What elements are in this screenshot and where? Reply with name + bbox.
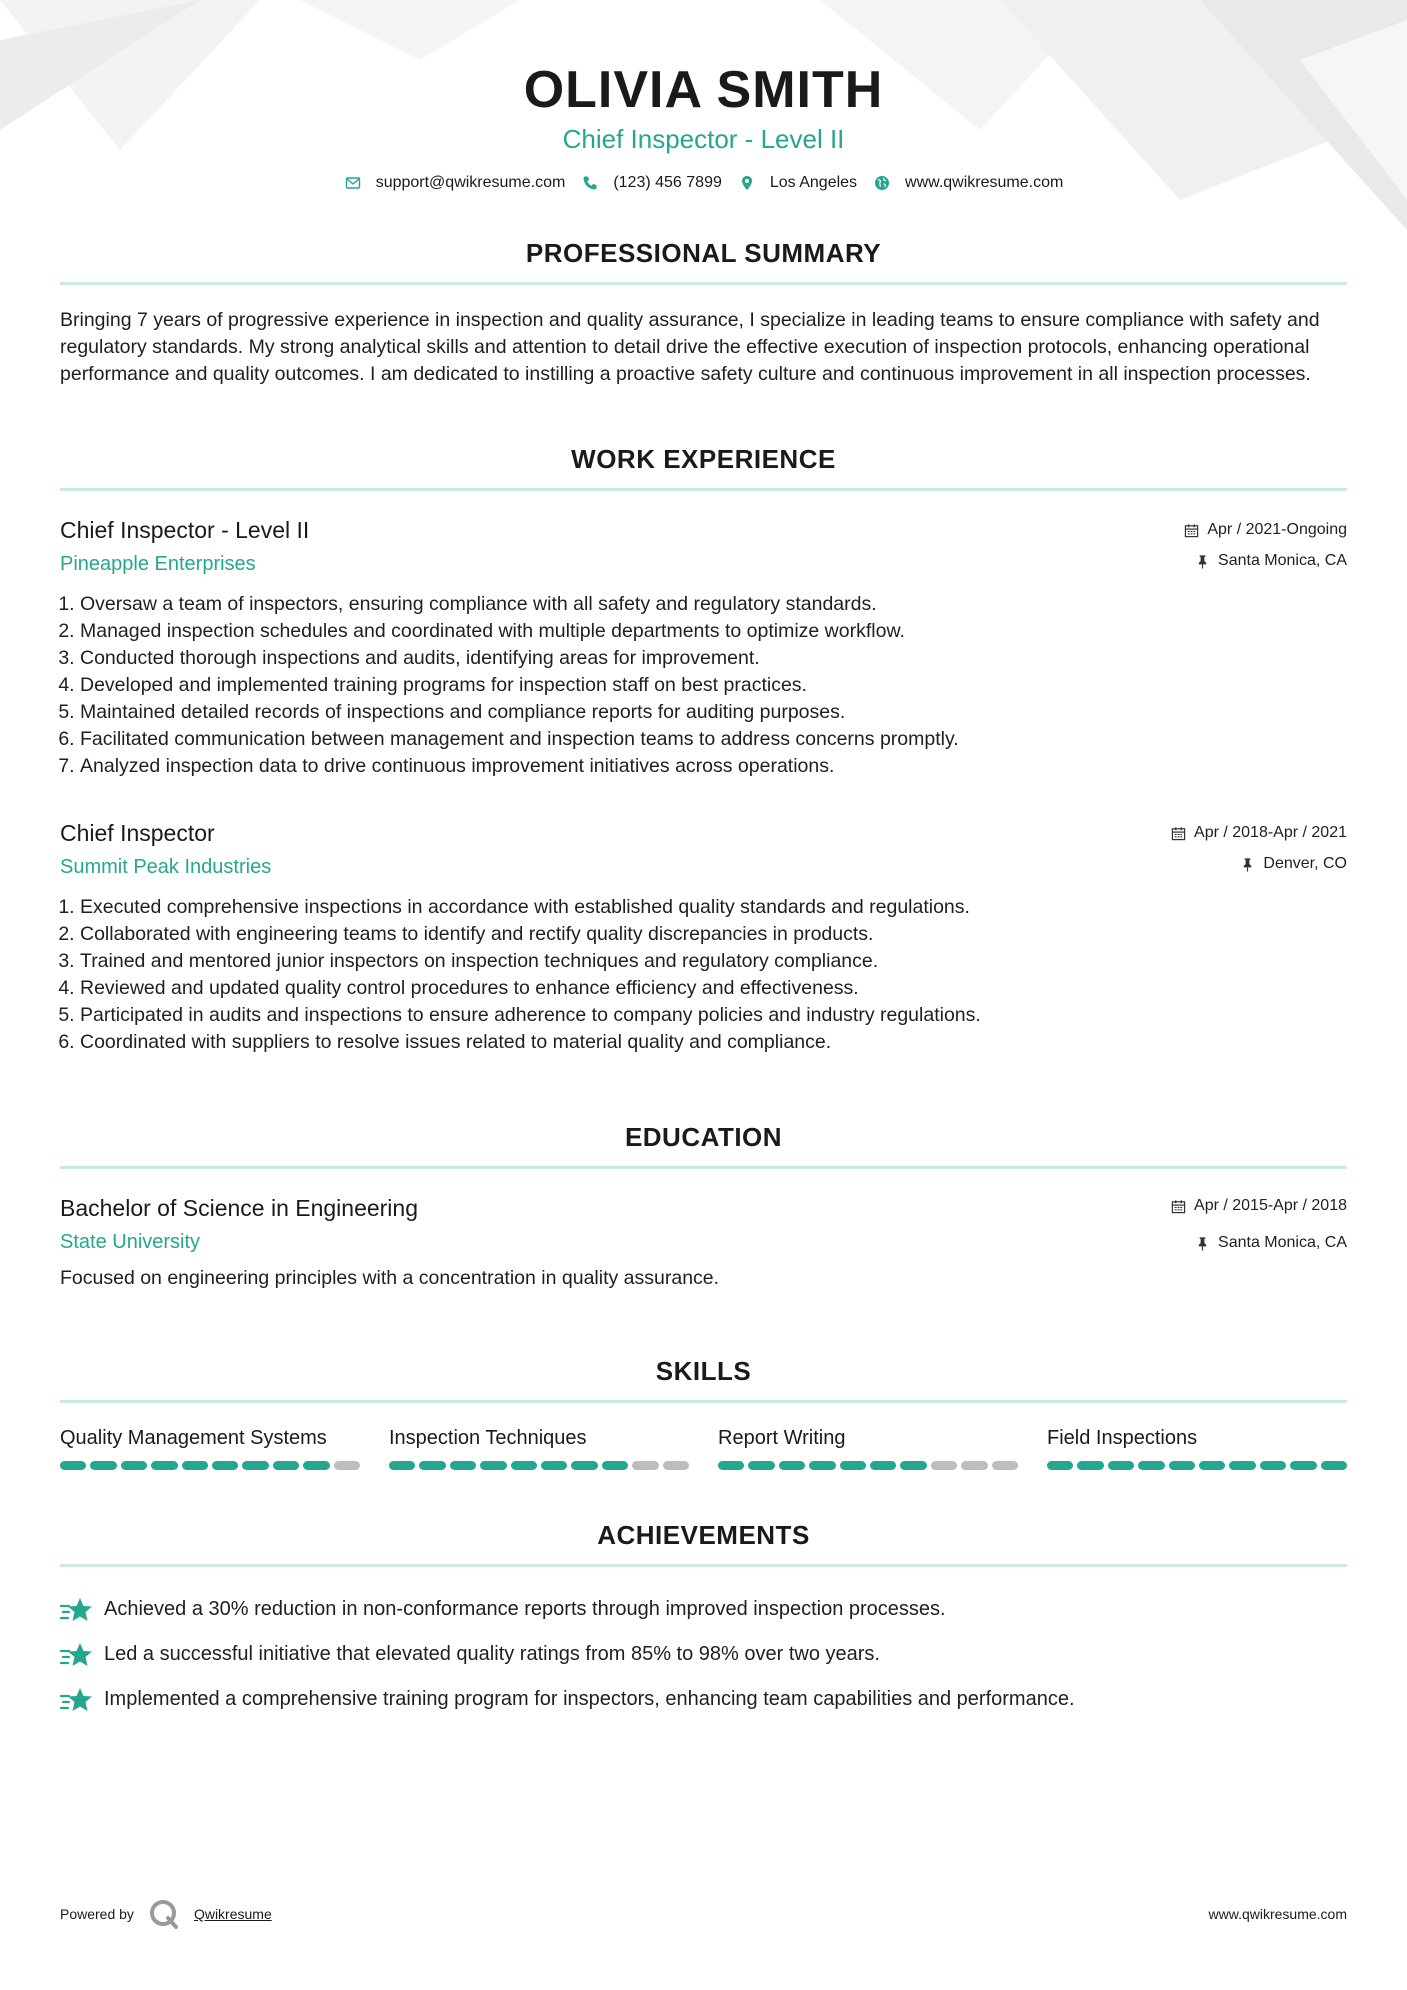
skill-segment-empty bbox=[334, 1461, 360, 1470]
achievement-text: Led a successful initiative that elevated quality ratings from 85% to 98% over two years. bbox=[104, 1643, 880, 1665]
summary-section bbox=[60, 238, 1347, 388]
qwikresume-logo-icon bbox=[148, 1898, 180, 1930]
duty-list bbox=[60, 894, 1347, 1056]
skill-segment-filled bbox=[242, 1461, 268, 1470]
brand-link[interactable]: Qwikresume bbox=[193, 1906, 272, 1922]
contact-location bbox=[738, 174, 857, 192]
powered-by-label: Powered by bbox=[60, 1906, 134, 1922]
skill-segment-filled bbox=[511, 1461, 537, 1470]
job-company: Summit Peak Industries bbox=[60, 856, 272, 878]
skill-segment-filled bbox=[1321, 1461, 1347, 1470]
skill-segment-filled bbox=[121, 1461, 147, 1470]
contact-website[interactable] bbox=[873, 174, 1063, 192]
skill-segment-filled bbox=[748, 1461, 774, 1470]
section-divider bbox=[60, 1400, 1347, 1403]
section-divider bbox=[60, 1564, 1347, 1567]
achievement-item bbox=[60, 1677, 1347, 1722]
skill-item bbox=[60, 1425, 360, 1470]
list-item: 6. Coordinated with suppliers to resolve issues related to material quality and compliance. bbox=[80, 1029, 1347, 1056]
skill-segment-filled bbox=[182, 1461, 208, 1470]
skill-segment-filled bbox=[809, 1461, 835, 1470]
page-footer bbox=[60, 1898, 1347, 1930]
email-text: support@qwikresume.com bbox=[375, 174, 566, 191]
resume-header bbox=[60, 0, 1347, 192]
pushpin-icon bbox=[1240, 857, 1255, 872]
list-item: 4. Reviewed and updated quality control procedures to enhance efficiency and effectiveness. bbox=[80, 975, 1347, 1002]
skill-segment-filled bbox=[1260, 1461, 1286, 1470]
list-item: 2. Managed inspection schedules and coordinated with multiple departments to optimize workflow. bbox=[80, 618, 1347, 645]
contact-bar bbox=[60, 174, 1347, 192]
job-meta bbox=[1171, 822, 1347, 875]
skill-level-bar bbox=[60, 1461, 360, 1470]
calendar-icon bbox=[1171, 826, 1186, 841]
candidate-title: Chief Inspector - Level II bbox=[562, 124, 845, 154]
education-location: Santa Monica, CA bbox=[1218, 1234, 1347, 1251]
school-name: State University bbox=[60, 1231, 201, 1253]
skill-segment-empty bbox=[992, 1461, 1018, 1470]
achievement-item bbox=[60, 1587, 1347, 1632]
skill-segment-filled bbox=[1199, 1461, 1225, 1470]
skill-segment-filled bbox=[1108, 1461, 1134, 1470]
skill-segment-filled bbox=[450, 1461, 476, 1470]
skill-name: Quality Management Systems bbox=[60, 1427, 327, 1449]
skill-segment-filled bbox=[779, 1461, 805, 1470]
list-item: 7. Analyzed inspection data to drive continuous improvement initiatives across operations. bbox=[80, 753, 1347, 780]
envelope-icon bbox=[344, 174, 362, 192]
education-entry bbox=[60, 1193, 1347, 1292]
achievement-text: Implemented a comprehensive training program for inspectors, enhancing team capabilities and performance. bbox=[104, 1688, 1075, 1710]
list-item: 1. Oversaw a team of inspectors, ensuring compliance with all safety and regulatory standards. bbox=[80, 591, 1347, 618]
summary-text: Bringing 7 years of progressive experience in inspection and quality assurance, I specialize in leading teams to ensure compliance with safety and regulatory standards. My strong analytical skills and attention to detail drive the effective execution of inspection protocols, enhancing operational performance and quality outcomes. I am dedicated to instilling a proactive safety culture and continuous improvement in all inspection processes. bbox=[60, 309, 1320, 385]
skill-name: Inspection Techniques bbox=[389, 1427, 587, 1449]
phone-text: (123) 456 7899 bbox=[613, 174, 722, 191]
map-pin-icon bbox=[738, 174, 756, 192]
star-icon bbox=[60, 1686, 92, 1714]
skill-segment-filled bbox=[1229, 1461, 1255, 1470]
section-divider bbox=[60, 282, 1347, 285]
skill-level-bar bbox=[1047, 1461, 1347, 1470]
skill-segment-filled bbox=[840, 1461, 866, 1470]
job-dates: Apr / 2018-Apr / 2021 bbox=[1194, 824, 1347, 841]
skills-section bbox=[60, 1356, 1347, 1470]
skill-segment-filled bbox=[212, 1461, 238, 1470]
list-item: 5. Participated in audits and inspections to ensure adherence to company policies and industry regulations. bbox=[80, 1002, 1347, 1029]
education-section bbox=[60, 1122, 1347, 1292]
skill-segment-filled bbox=[870, 1461, 896, 1470]
section-heading-achievements: ACHIEVEMENTS bbox=[597, 1520, 810, 1550]
star-icon bbox=[60, 1596, 92, 1624]
education-meta bbox=[1171, 1195, 1347, 1254]
skill-name: Field Inspections bbox=[1047, 1427, 1198, 1449]
section-heading-experience: WORK EXPERIENCE bbox=[571, 444, 836, 474]
contact-email[interactable] bbox=[344, 174, 566, 192]
skill-item bbox=[1047, 1425, 1347, 1470]
section-heading-summary: PROFESSIONAL SUMMARY bbox=[525, 238, 882, 268]
section-divider bbox=[60, 488, 1347, 491]
skill-segment-filled bbox=[602, 1461, 628, 1470]
footer-website[interactable]: www.qwikresume.com bbox=[1208, 1906, 1347, 1922]
skill-segment-filled bbox=[303, 1461, 329, 1470]
experience-section bbox=[60, 444, 1347, 1056]
website-text: www.qwikresume.com bbox=[905, 174, 1064, 191]
list-item: 4. Developed and implemented training programs for inspection staff on best practices. bbox=[80, 672, 1347, 699]
skill-segment-filled bbox=[389, 1461, 415, 1470]
job-location: Denver, CO bbox=[1263, 855, 1347, 872]
education-description: Focused on engineering principles with a concentration in quality assurance. bbox=[60, 1267, 720, 1289]
phone-icon bbox=[581, 174, 599, 192]
achievement-text: Achieved a 30% reduction in non-conformance reports through improved inspection processes. bbox=[104, 1598, 946, 1620]
job-meta bbox=[1184, 519, 1347, 572]
job-title: Chief Inspector - Level II bbox=[60, 517, 310, 543]
list-item: 3. Trained and mentored junior inspectors on inspection techniques and regulatory compliance. bbox=[80, 948, 1347, 975]
pushpin-icon bbox=[1195, 554, 1210, 569]
skill-segment-filled bbox=[151, 1461, 177, 1470]
section-heading-education: EDUCATION bbox=[624, 1122, 783, 1152]
job-entry bbox=[60, 515, 1347, 780]
job-location: Santa Monica, CA bbox=[1218, 552, 1347, 569]
skill-segment-filled bbox=[1290, 1461, 1316, 1470]
skill-segment-filled bbox=[60, 1461, 86, 1470]
skill-segment-filled bbox=[718, 1461, 744, 1470]
star-icon bbox=[60, 1641, 92, 1669]
skill-level-bar bbox=[718, 1461, 1018, 1470]
pushpin-icon bbox=[1195, 1236, 1210, 1251]
skill-segment-filled bbox=[1077, 1461, 1103, 1470]
achievements-section bbox=[60, 1520, 1347, 1722]
skill-segment-filled bbox=[900, 1461, 926, 1470]
education-dates: Apr / 2015-Apr / 2018 bbox=[1194, 1197, 1347, 1214]
skill-item bbox=[389, 1425, 689, 1470]
skill-segment-empty bbox=[632, 1461, 658, 1470]
skill-segment-filled bbox=[90, 1461, 116, 1470]
skill-segment-filled bbox=[419, 1461, 445, 1470]
skill-segment-empty bbox=[931, 1461, 957, 1470]
degree-title: Bachelor of Science in Engineering bbox=[60, 1195, 419, 1221]
skill-segment-filled bbox=[1169, 1461, 1195, 1470]
skill-segment-filled bbox=[541, 1461, 567, 1470]
skill-segment-filled bbox=[571, 1461, 597, 1470]
job-dates: Apr / 2021-Ongoing bbox=[1207, 521, 1347, 538]
section-heading-skills: SKILLS bbox=[655, 1356, 752, 1386]
skill-segment-empty bbox=[663, 1461, 689, 1470]
skill-name: Report Writing bbox=[718, 1427, 846, 1449]
powered-by bbox=[60, 1898, 272, 1930]
list-item: 5. Maintained detailed records of inspections and compliance reports for auditing purposes. bbox=[80, 699, 1347, 726]
list-item: 2. Collaborated with engineering teams to identify and rectify quality discrepancies in products. bbox=[80, 921, 1347, 948]
calendar-icon bbox=[1184, 523, 1199, 538]
globe-icon bbox=[873, 174, 891, 192]
location-text: Los Angeles bbox=[769, 174, 858, 191]
skill-item bbox=[718, 1425, 1018, 1470]
skill-level-bar bbox=[389, 1461, 689, 1470]
skill-segment-filled bbox=[1047, 1461, 1073, 1470]
skill-segment-filled bbox=[480, 1461, 506, 1470]
candidate-name: OLIVIA SMITH bbox=[523, 61, 884, 119]
job-title: Chief Inspector bbox=[60, 820, 215, 846]
job-company: Pineapple Enterprises bbox=[60, 553, 256, 575]
skill-segment-filled bbox=[1138, 1461, 1164, 1470]
list-item: 3. Conducted thorough inspections and audits, identifying areas for improvement. bbox=[80, 645, 1347, 672]
duty-list bbox=[60, 591, 1347, 780]
achievements-list bbox=[60, 1587, 1347, 1722]
list-item: 6. Facilitated communication between management and inspection teams to address concerns promptly. bbox=[80, 726, 1347, 753]
achievement-item bbox=[60, 1632, 1347, 1677]
job-entry bbox=[60, 818, 1347, 1056]
skill-segment-empty bbox=[961, 1461, 987, 1470]
calendar-icon bbox=[1171, 1199, 1186, 1214]
section-divider bbox=[60, 1166, 1347, 1169]
skills-list bbox=[60, 1425, 1347, 1470]
contact-phone[interactable] bbox=[581, 174, 722, 192]
list-item: 1. Executed comprehensive inspections in accordance with established quality standards and regulations. bbox=[80, 894, 1347, 921]
skill-segment-filled bbox=[273, 1461, 299, 1470]
